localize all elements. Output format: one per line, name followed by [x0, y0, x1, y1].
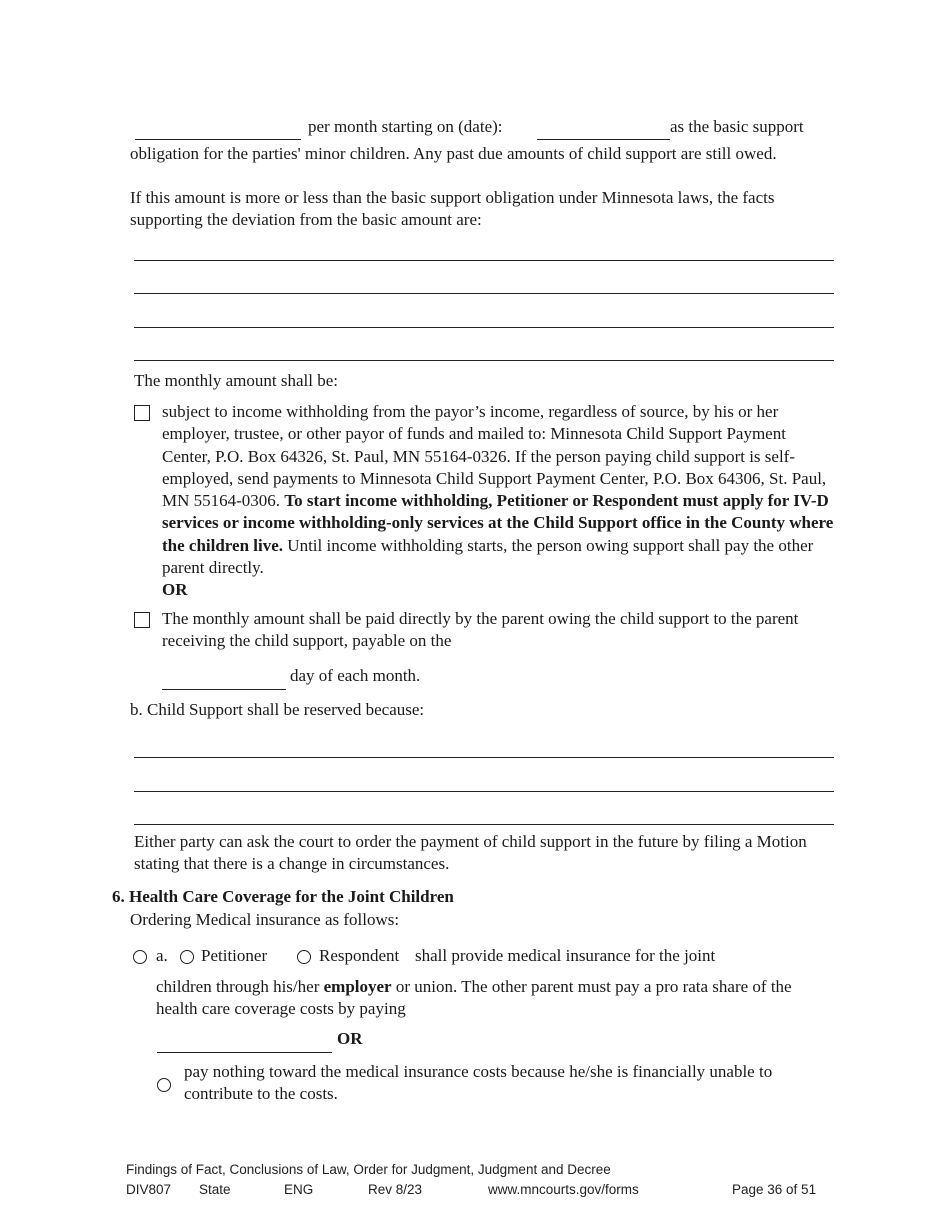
day-of-month-label: day of each month.	[290, 666, 421, 685]
deviation-line[interactable]	[134, 327, 834, 328]
footer-title: Findings of Fact, Conclusions of Law, Order for Judgment, Judgment and Decree	[126, 1162, 611, 1177]
direct-payment-checkbox[interactable]	[134, 612, 150, 628]
reserved-line[interactable]	[134, 824, 834, 825]
income-withholding-checkbox[interactable]	[134, 405, 150, 421]
health-care-heading: 6. Health Care Coverage for the Joint Children	[112, 887, 454, 906]
reserved-line[interactable]	[134, 757, 834, 758]
footer-state: State	[199, 1182, 231, 1197]
respondent-radio[interactable]	[297, 950, 311, 964]
option-a-label: a.	[156, 946, 168, 965]
monthly-heading: The monthly amount shall be:	[134, 371, 338, 390]
footer-form-id: DIV807	[126, 1182, 172, 1197]
footer-url[interactable]: www.mncourts.gov/forms	[488, 1182, 639, 1197]
reserved-heading: b. Child Support shall be reserved because:	[130, 700, 425, 719]
or-label-health: OR	[337, 1029, 363, 1048]
employer-bold: employer	[323, 977, 392, 996]
petitioner-radio[interactable]	[180, 950, 194, 964]
or-label: OR	[162, 580, 188, 600]
shall-provide-text: shall provide medical insurance for the joint	[415, 946, 716, 965]
ordering-medical-label: Ordering Medical insurance as follows:	[130, 910, 400, 929]
petitioner-label: Petitioner	[201, 946, 268, 965]
pay-nothing-radio[interactable]	[157, 1078, 171, 1092]
income-withholding-bold: To start income withholding, Petitioner or Respondent must apply for IV-D services or income withholding-only services at the Child Support office in the County where the children live.	[162, 491, 834, 555]
children-pre: children through his/her	[156, 977, 320, 996]
deviation-line[interactable]	[134, 260, 834, 261]
option-a-radio[interactable]	[133, 950, 147, 964]
income-withholding-text	[162, 401, 837, 602]
future-support-text: Either party can ask the court to order the payment of child support in the future by filing a Motion stating that there is a change in circumstances.	[134, 832, 807, 874]
reserved-line[interactable]	[134, 791, 834, 792]
children-post: or union. The other parent must pay a pro rata share of the health care coverage costs by paying	[156, 977, 792, 1019]
respondent-label: Respondent	[319, 946, 400, 965]
amount-blank[interactable]	[135, 139, 301, 140]
employer-text	[156, 976, 836, 1021]
pro-rata-blank[interactable]	[157, 1052, 332, 1053]
footer-rev: Rev 8/23	[368, 1182, 423, 1197]
deviation-line[interactable]	[134, 293, 834, 294]
per-month-label: per month starting on (date):	[308, 117, 503, 136]
pay-nothing-text: pay nothing toward the medical insurance costs because he/she is financially unable to contribute to the costs.	[184, 1062, 773, 1104]
footer-lang: ENG	[284, 1182, 314, 1197]
basic-support-label: as the basic support	[670, 117, 804, 136]
income-withholding-part1: subject to income withholding from the payor’s income, regardless of source, by his or her employer, trustee, or other payor of funds and mailed to: Minnesota Child Support Payment Center, P.O. Box 64326, St. Paul, MN 55164-0326. If the person paying child support is self-employed, send payments to Minnesota Child Support Payment Center, P.O. Box 64306, St. Paul, MN 55164-0306.	[162, 402, 827, 511]
direct-payment-text: The monthly amount shall be paid directly by the parent owing the child support to the parent receiving the child support, payable on the	[162, 609, 799, 651]
obligation-text: obligation for the parties' minor children. Any past due amounts of child support are still owed.	[130, 144, 777, 163]
deviation-line[interactable]	[134, 360, 834, 361]
footer-page: Page 36 of 51	[732, 1182, 817, 1197]
payment-day-blank[interactable]	[162, 689, 286, 690]
deviation-text: If this amount is more or less than the basic support obligation under Minnesota laws, the facts supporting the deviation from the basic amount are:	[130, 188, 775, 230]
income-withholding-part2: Until income withholding starts, the person owing support shall pay the other parent directly.	[162, 535, 814, 578]
start-date-blank[interactable]	[537, 139, 670, 140]
